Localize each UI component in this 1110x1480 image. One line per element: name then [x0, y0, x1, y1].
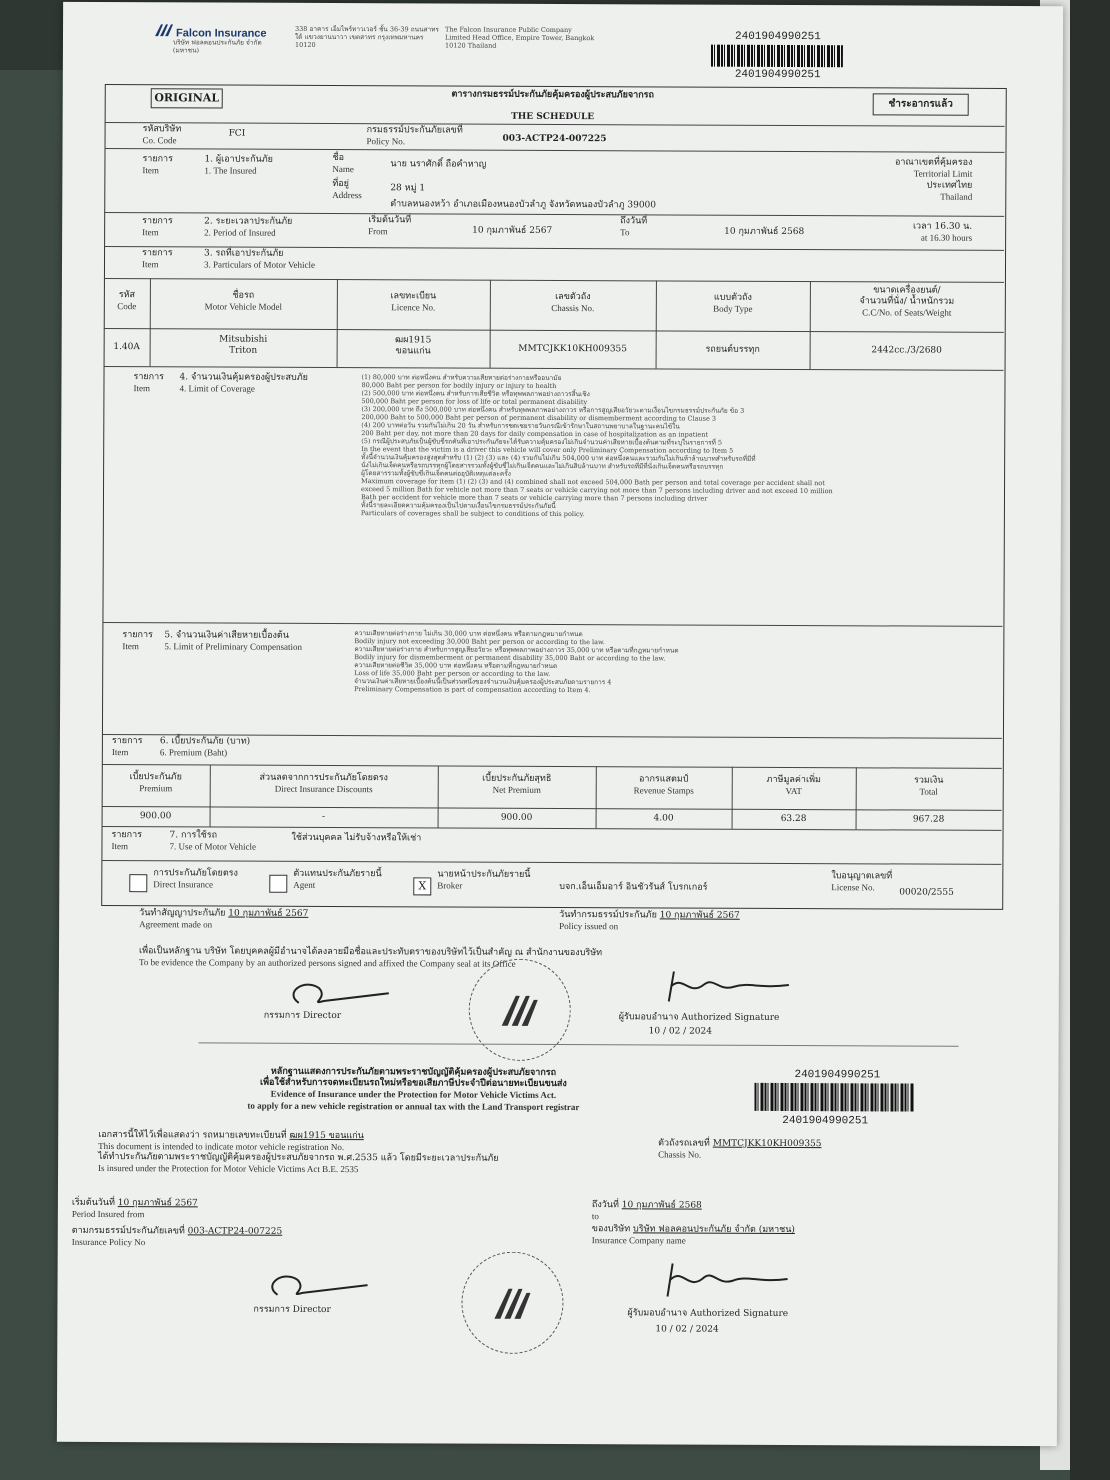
barcode-2	[754, 1083, 914, 1112]
schedule-title-en: THE SCHEDULE	[511, 111, 595, 123]
ev-policy-label-th: ตามกรมธรรม์ประกันภัยเลขที่	[71, 1225, 185, 1237]
use-label-th: 7. การใช้รถ	[169, 830, 218, 841]
col-net	[438, 773, 596, 797]
act-en: Is insured under the Protection for Motor Vehicle Victims Act B.E. 2535	[98, 1162, 359, 1175]
item7-label	[111, 830, 142, 853]
col-chassis-en: Chassis No.	[551, 302, 595, 314]
period-from-row	[72, 1198, 198, 1222]
address-label-en: Address	[332, 190, 362, 201]
period-time-en: at 16.30 hours	[920, 232, 973, 243]
vehicle-section-label	[204, 248, 315, 271]
authorized-label: ผู้รับมอบอำนาจ Authorized Signature	[618, 1012, 780, 1023]
ev-from-value: 10 กุมภาพันธ์ 2567	[117, 1198, 198, 1209]
period-label-th: 2. ระยะเวลาประกันภัย	[204, 216, 293, 227]
col-code	[104, 290, 150, 313]
period-to-row	[592, 1200, 702, 1223]
coverage-line: (5) กรณีผู้ประสบภัยเป็นผู้ขับขี่รถคันที่เอาประกันภัยจะได้รับความคุ้มครองไม่เกินจำนวนค่าเสียหายเบื้องต้นตามที่ระบุในรายการที่ 5	[361, 437, 723, 447]
col-chassis	[490, 292, 656, 316]
premium-value: 900.00	[139, 811, 172, 822]
item4-label	[133, 372, 164, 395]
item-label-th: รายการ	[122, 630, 153, 641]
item1-label	[142, 154, 173, 177]
col-cc-en: C.C/No. of Seats/Weight	[862, 307, 952, 318]
territory-label-en: Territorial Limit	[913, 168, 973, 179]
col-vat-en: VAT	[785, 785, 802, 797]
coverage-line: ผู้โดยสารรวมทั้งผู้ขับขี่เกินเจ็ดคนต่ออุบัติเหตุแต่ละครั้ง	[361, 469, 511, 478]
agreement-label-en: Agreement made on	[139, 919, 213, 930]
stamps-value: 4.00	[653, 813, 674, 824]
item-label-th: รายการ	[142, 216, 173, 227]
col-body	[656, 292, 810, 316]
direct-en: Direct Insurance	[153, 879, 214, 890]
direct-insurance-checkbox[interactable]	[129, 874, 147, 892]
period-to: 10 กุมภาพันธ์ 2568	[724, 226, 805, 238]
signed-date: 10 / 02 / 2024	[648, 1026, 713, 1037]
seal-logo-icon	[498, 990, 538, 1030]
evidence-body	[98, 1130, 658, 1176]
coverage-line: Particulars of coverages shall be subject to conditions of this policy.	[360, 509, 585, 519]
issued-label-en: Policy issued on	[559, 920, 619, 932]
paid-stamp: ชำระอากรแล้ว	[873, 93, 969, 115]
item-label-en: Item	[133, 383, 150, 394]
col-discount	[210, 772, 438, 796]
evidence-title-th1: หลักฐานแสดงการประกันภัยตามพระราชบัญญัติคุ้มครองผู้ประสบภัยจากรถ	[270, 1066, 557, 1078]
territory-label-th: อาณาเขตที่คุ้มครอง	[894, 157, 973, 168]
broker-en: Broker	[437, 880, 463, 891]
to-label-en: To	[620, 227, 630, 238]
vehicle-code: 1.40A	[113, 342, 140, 353]
license-label	[831, 871, 892, 894]
agreement-date	[139, 908, 308, 932]
period-from: 10 กุมภาพันธ์ 2567	[472, 225, 553, 236]
policy-document	[57, 2, 1063, 1446]
coverage-label-en: 4. Limit of Coverage	[179, 383, 255, 394]
coverage-line: ทั้งนี้รายละเอียดความคุ้มครองเป็นไปตามเงื่อนไขกรมธรรม์ประกันภัยนี้	[360, 501, 556, 510]
use-value: ใช้ส่วนบุคคล ไม่รับจ้างหรือให้เช่า	[291, 832, 422, 844]
col-premium	[102, 772, 210, 795]
company-name: Falcon Insurance	[176, 27, 267, 40]
vehicle-licence-no: ฒผ1915	[394, 335, 432, 346]
intended-th: เอกสารนี้ให้ไว้เพื่อแสดงว่า รถหมายเลขทะเบียนที่	[98, 1129, 287, 1141]
authorized-signature	[659, 966, 799, 1007]
preliminary-line: Preliminary Compensation is part of compensation according to Item 4.	[354, 685, 591, 695]
coverage-line: In the event that the victim is a driver this vehicle will cover only Preliminary Compensation according to Item 5	[361, 445, 734, 455]
license-label-th: ใบอนุญาตเลขที่	[831, 871, 893, 882]
to-label	[620, 216, 647, 239]
agent-checkbox[interactable]	[269, 875, 287, 893]
coverage-line: นั่งไม่เกินเจ็ดคนหรือรถบรรทุกผู้โดยสารรวมทั้งผู้ขับขี่ไม่เกินเจ็ดคนและไม่เกินสิบล้านบาท สำหรับรถที่มีที่นั่งเกินเจ็ดคนหรือรถบรรทุก	[361, 461, 724, 471]
item-label-th: รายการ	[133, 372, 165, 383]
item-label-en: Item	[111, 747, 129, 758]
preliminary-line: Bodily injury not exceeding 30,000 Baht per person or according to the law.	[354, 637, 605, 647]
evidence-title-en2: to apply for a new vehicle registration or annual tax with the Land Transport registrar	[247, 1100, 580, 1113]
ev-insurer-value: บริษัท ฟอลคอนประกันภัย จำกัด (มหาชน)	[633, 1224, 795, 1236]
license-no: 00020/2555	[899, 887, 954, 898]
insured-label-en: 1. The Insured	[204, 165, 257, 176]
net-premium-value: 900.00	[500, 812, 533, 823]
total-value: 967.28	[912, 814, 945, 825]
policy-no-value: 003-ACTP24-007225	[502, 133, 607, 145]
coverage-line: Bath per accident for vehicle more than 7 seats or vehicle carrying more than 7 persons including driver	[360, 493, 708, 503]
seal-logo-icon	[490, 1283, 530, 1323]
premium-label-en: 6. Premium (Baht)	[159, 747, 228, 758]
company-code-value: FCI	[228, 128, 246, 139]
coverage-line: (2) 500,000 บาท ต่อหนึ่งคน สำหรับการเสียชีวิต หรือทุพพลภาพอย่างถาวรสิ้นเชิง	[361, 389, 590, 399]
col-chassis-th: เลขตัวถัง	[555, 291, 591, 303]
ev-from-label-th: เริ่มต้นวันที่	[71, 1197, 115, 1209]
name-label-th: ชื่อ	[332, 153, 345, 164]
col-cc-th2: จำนวนที่นั่ง/ น้ำหนักรวม	[859, 296, 955, 307]
col-net-th: เบี้ยประกันภัยสุทธิ	[482, 773, 552, 784]
coverage-line: (1) 80,000 บาท ต่อหนึ่งคน สำหรับความเสียหายต่อร่างกายหรืออนามัย	[361, 373, 562, 383]
company-address-thai: 338 อาคาร เอ็มไพร์ทาวเวอร์ ชั้น 36-39 ถนนสาทรใต้ แขวงยานนาวา เขตสาทร กรุงเทพมหานคร 10120	[294, 24, 439, 49]
territorial-limit	[862, 157, 972, 203]
col-discount-en: Direct Insurance Discounts	[274, 783, 373, 795]
vat-value: 63.28	[780, 813, 807, 825]
item5-label	[122, 630, 153, 653]
vehicle-province: ขอนแก่น	[395, 346, 431, 357]
broker-name: บจก.เอ็นเอ็มอาร์ อินชัวรันส์ โบรกเกอร์	[559, 881, 708, 893]
coverage-line: (3) 200,000 บาท ถึง 500,000 บาท ต่อหนึ่งคน สำหรับทุพพลภาพอย่างถาวร หรือการสูญเสียอวัยวะตามเงื่อนไขกรมธรรม์ประกันภัย ข้อ 3	[361, 405, 745, 415]
vehicle-label-en: 3. Particulars of Motor Vehicle	[203, 259, 316, 270]
falcon-logo-icon	[155, 24, 173, 36]
preliminary-line: ความเสียหายต่อร่างกาย ไม่เกิน 30,000 บาท ต่อหนึ่งคน หรือตามกฎหมายกำหนด	[354, 629, 583, 639]
address-label-th: ที่อยู่	[332, 179, 350, 190]
vehicle-make: Mitsubishi	[219, 334, 268, 345]
col-total	[856, 775, 1002, 799]
item-label-th: รายการ	[142, 248, 173, 259]
territory-value-th: ประเทศไทย	[926, 180, 973, 191]
broker-checkbox[interactable]: X	[413, 877, 431, 895]
evidence-text	[139, 946, 739, 972]
preliminary-label-th: 5. จำนวนเงินค่าเสียหายเบื้องต้น	[164, 630, 289, 641]
coverage-line: (4) 200 บาทต่อวัน รวมกันไม่เกิน 20 วัน สำหรับการชดเชยรายวันกรณีเข้ารักษาในสถานพยาบาลในฐานะคนไข้ใน	[361, 421, 680, 431]
insured-address-2: ตำบลหนองหว้า อำเภอเมืองหนองบัวลำภู จังหวัดหนองบัวลำภู 39000	[390, 199, 657, 211]
coverage-details	[361, 373, 942, 520]
col-vat-th: ภาษีมูลค่าเพิ่ม	[766, 774, 821, 786]
territory-value-en: Thailand	[940, 191, 973, 202]
period-time-th: เวลา 16.30 น.	[912, 221, 973, 232]
coverage-label	[179, 372, 359, 396]
insurer-row	[592, 1224, 795, 1248]
col-model-th: ชื่อรถ	[232, 290, 255, 301]
barcode	[711, 45, 843, 68]
chassis-label-en: Chassis No.	[658, 1149, 702, 1160]
preliminary-line: จำนวนเงินค่าเสียหายเบื้องต้นนี้เป็นส่วนหนึ่งของจำนวนเงินคุ้มครองผู้ประสบภัยตามรายการ 4	[354, 677, 612, 687]
ev-policy-value: 003-ACTP24-007225	[187, 1226, 283, 1237]
issued-label-th: วันทำกรมธรรม์ประกันภัย	[559, 909, 657, 921]
insured-address-1: 28 หมู่ 1	[390, 183, 426, 194]
col-body-th: แบบตัวถัง	[713, 292, 752, 303]
reg-no: ฒผ1915 ขอนแก่น	[289, 1130, 364, 1142]
vehicle-label-th: 3. รถที่เอาประกันภัย	[204, 248, 284, 259]
period-label	[204, 216, 292, 239]
col-code-th: รหัส	[118, 290, 136, 301]
barcode-number-bottom: 2401904990251	[734, 68, 821, 82]
issued-date-value: 10 กุมภาพันธ์ 2567	[659, 910, 740, 921]
col-cc-th: ขนาดเครื่องยนต์/	[873, 285, 941, 296]
director-label: กรรมการ Director	[263, 1010, 342, 1022]
preliminary-line: ความเสียหายต่อชีวิต 35,000 บาท ต่อหนึ่งคน หรือตามที่กฎหมายกำหนด	[354, 661, 558, 670]
col-premium-en: Premium	[139, 783, 173, 794]
company-code-label	[143, 124, 182, 147]
broker-th: นายหน้าประกันภัยรายนี้	[437, 869, 531, 880]
coverage-line: exceed 5 million Bath for vehicle not more than 7 seats or vehicle carrying not more than 7 persons including driver and not exceed 10 million	[361, 485, 833, 496]
item6-label	[112, 736, 143, 759]
col-net-en: Net Premium	[492, 784, 541, 795]
broker-label	[437, 869, 530, 892]
agent-en: Agent	[293, 879, 316, 890]
preliminary-line: Bodily injury for dismemberment or permanent disability 35,000 Baht or according to the law.	[354, 653, 666, 663]
barcode-number-top: 2401904990251	[734, 30, 821, 44]
vehicle-licence	[337, 335, 490, 358]
col-total-en: Total	[919, 786, 938, 797]
co-code-label-en: Co. Code	[142, 135, 177, 146]
direct-insurance-label	[153, 868, 238, 891]
signed-date-2: 10 / 02 / 2024	[655, 1324, 719, 1335]
preliminary-line: ความเสียหายต่อร่างกาย สำหรับการสูญเสียอวัยวะ หรือทุพพลภาพอย่างถาวร 35,000 บาท หรือตามที่กฎหมายกำหนด	[354, 645, 679, 655]
item-label-th: รายการ	[111, 830, 143, 841]
policy-label-en: Policy No.	[366, 136, 406, 147]
ev-policy-label-en: Insurance Policy No	[71, 1236, 146, 1248]
discount-value: -	[322, 811, 326, 822]
item-label-th: รายการ	[111, 736, 143, 747]
company-address-en: The Falcon Insurance Public Company Limited Head Office, Empire Tower, Bangkok 10120 Thailand	[444, 25, 595, 50]
policy-no-row	[72, 1226, 283, 1250]
company-seal-2	[461, 1252, 563, 1354]
ev-insurer-label-th: ของบริษัท	[591, 1224, 631, 1235]
insured-label	[204, 154, 273, 177]
coverage-line: 80,000 Baht per person for bodily injury or injury to health	[361, 381, 557, 390]
period-time	[882, 221, 972, 244]
act-th: ได้ทำประกันภัยตามพระราชบัญญัติคุ้มครองผู้ประสบภัยจากรถ พ.ศ.2535 แล้ว โดยมีระยะเวลาประกันภัย	[98, 1151, 499, 1164]
col-model	[150, 290, 337, 314]
item-label-en: Item	[142, 165, 159, 176]
policy-no-label	[367, 125, 463, 148]
col-stamps-en: Revenue Stamps	[633, 785, 694, 796]
director-signature	[279, 973, 399, 1014]
from-label-en: From	[368, 226, 388, 237]
item2-label	[142, 216, 173, 239]
ev-insurer-label-en: Insurance Company name	[591, 1235, 686, 1246]
intended-en: This document is intended to indicate motor vehicle registration No.	[98, 1140, 345, 1153]
premium-section-label	[160, 736, 250, 759]
item-label-en: Item	[141, 259, 159, 270]
vehicle-chassis: MMTCJKK10KH009355	[518, 343, 628, 355]
schedule-title-thai: ตารางกรมธรรม์ประกันภัยคุ้มครองผู้ประสบภัยจากรถ	[451, 89, 654, 101]
direct-th: การประกันภัยโดยตรง	[153, 868, 238, 879]
director-signature-2	[257, 1265, 377, 1306]
evidence-title	[198, 1066, 628, 1114]
use-label	[169, 830, 256, 853]
company-name-thai: บริษัท ฟอลคอนประกันภัย จำกัด (มหาชน)	[172, 38, 262, 55]
premium-label-th: 6. เบี้ยประกันภัย (บาท)	[159, 736, 251, 747]
col-code-en: Code	[117, 301, 137, 312]
agent-th: ตัวแทนประกันภัยรายนี้	[293, 868, 382, 880]
col-stamps	[596, 774, 732, 798]
policy-label-th: กรมธรรม์ประกันภัยเลขที่	[366, 125, 463, 136]
barcode-number-2-top: 2401904990251	[794, 1069, 881, 1082]
chassis-row	[658, 1138, 821, 1162]
issue-date	[559, 910, 740, 934]
evidence-th: เพื่อเป็นหลักฐาน บริษัท โดยบุคคลผู้มีอำนาจได้ลงลายมือชื่อและประทับตราของบริษัทไว้เป็นสำคัญ ณ สำนักงานของบริษัท	[138, 946, 603, 959]
background-right	[1070, 0, 1110, 1480]
divider	[199, 1042, 959, 1046]
director-label-2: กรรมการ Director	[253, 1304, 331, 1316]
preliminary-details	[354, 629, 874, 695]
name-label	[332, 153, 354, 176]
vehicle-cc: 2442cc./3/2680	[871, 345, 942, 356]
coverage-line: 200,000 Baht to 500,000 Baht per person of permanent disability or dismemberment according to Clause 3	[361, 413, 717, 423]
col-body-en: Body Type	[713, 303, 753, 314]
vehicle-body: รถยนต์บรรทุก	[705, 344, 760, 355]
col-vat	[732, 775, 856, 799]
chassis-label-th: ตัวถังรถเลขที่	[658, 1138, 710, 1149]
ev-to-label-th: ถึงวันที่	[591, 1200, 619, 1211]
preliminary-label	[164, 630, 354, 654]
coverage-line: 500,000 Baht per person for loss of life or total permanent disability	[361, 397, 588, 407]
authorized-label-2: ผู้รับมอบอำนาจ Authorized Signature	[627, 1308, 789, 1320]
coverage-line: ทั้งนี้จำนวนเงินคุ้มครองสูงสุดสำหรับ (1) (2) (3) และ (4) รวมกันไม่เกิน 504,000 บาท ต่อหนึ่งคนและรวมกันไม่เกินห้าล้านบาทสำหรับรถที่มีที่	[361, 453, 756, 463]
col-licence-en: Licence No.	[391, 302, 436, 313]
from-label	[368, 215, 411, 238]
to-label-th: ถึงวันที่	[620, 216, 648, 227]
license-label-en: License No.	[831, 882, 875, 893]
col-cc	[810, 285, 1004, 320]
company-seal	[469, 959, 571, 1061]
insured-label-th: 1. ผู้เอาประกันภัย	[204, 154, 273, 165]
name-label-en: Name	[332, 164, 354, 175]
item3-label	[142, 248, 173, 271]
from-label-th: เริ่มต้นวันที่	[368, 215, 412, 226]
period-label-en: 2. Period of Insured	[204, 227, 276, 238]
item-label-en: Item	[122, 641, 139, 652]
original-stamp: ORIGINAL	[151, 88, 223, 108]
vehicle-model-name: Triton	[229, 345, 258, 356]
coverage-label-th: 4. จำนวนเงินคุ้มครองผู้ประสบภัย	[179, 372, 308, 383]
barcode-number-2-bottom: 2401904990251	[782, 1114, 869, 1128]
ev-to-value: 10 กุมภาพันธ์ 2568	[621, 1200, 702, 1211]
evidence-title-th2: เพื่อใช้สำหรับการจดทะเบียนรถใหม่หรือขอเสียภาษีประจำปีต่อนายทะเบียนขนส่ง	[260, 1077, 567, 1090]
agreement-date-value: 10 กุมภาพันธ์ 2567	[228, 908, 309, 919]
item-label-en: Item	[142, 227, 159, 238]
use-label-en: 7. Use of Motor Vehicle	[169, 841, 257, 852]
preliminary-line: Loss of life 35,000 Baht per person or according to the law.	[354, 669, 551, 678]
evidence-en: To be evidence the Company by an authorized persons signed and affixed the Company seal at its Office	[138, 957, 516, 969]
agent-label	[293, 869, 381, 892]
col-stamps-th: อากรแสตมป์	[638, 774, 689, 785]
coverage-line: 200 Baht per day, not more than 20 days for daily compensation in case of hospitalization as an inpatient	[361, 429, 709, 439]
col-licence-th: เลขทะเบียน	[390, 291, 437, 302]
coverage-line: Maximum coverage for item (1) (2) (3) and (4) combined shall not exceed 504,000 Bath per person and total coverage per accident shall not	[361, 477, 825, 488]
evidence-title-en1: Evidence of Insurance under the Protection for Motor Vehicle Victims Act.	[270, 1088, 557, 1100]
col-discount-th: ส่วนลดจากการประกันภัยโดยตรง	[259, 772, 388, 784]
item-label-th: รายการ	[142, 154, 173, 165]
ev-to-label-en: to	[591, 1211, 599, 1222]
col-premium-th: เบี้ยประกันภัย	[129, 772, 182, 783]
col-licence	[337, 291, 490, 315]
preliminary-label-en: 5. Limit of Preliminary Compensation	[164, 641, 303, 652]
chassis-no: MMTCJKK10KH009355	[712, 1138, 822, 1150]
co-code-label-th: รหัสบริษัท	[142, 124, 182, 135]
vehicle-model	[150, 334, 337, 357]
col-model-en: Motor Vehicle Model	[204, 301, 282, 312]
company-logo	[155, 24, 267, 39]
col-total-th: รวมเงิน	[914, 775, 944, 786]
address-label	[332, 179, 362, 202]
item-label-en: Item	[111, 841, 128, 852]
ev-from-label-en: Period Insured from	[71, 1208, 145, 1220]
authorized-signature-2	[657, 1258, 797, 1303]
insured-name: นาย นราศักดิ์ ถือคำหาญ	[390, 159, 487, 170]
agreement-label-th: วันทำสัญญาประกันภัย	[139, 908, 226, 919]
